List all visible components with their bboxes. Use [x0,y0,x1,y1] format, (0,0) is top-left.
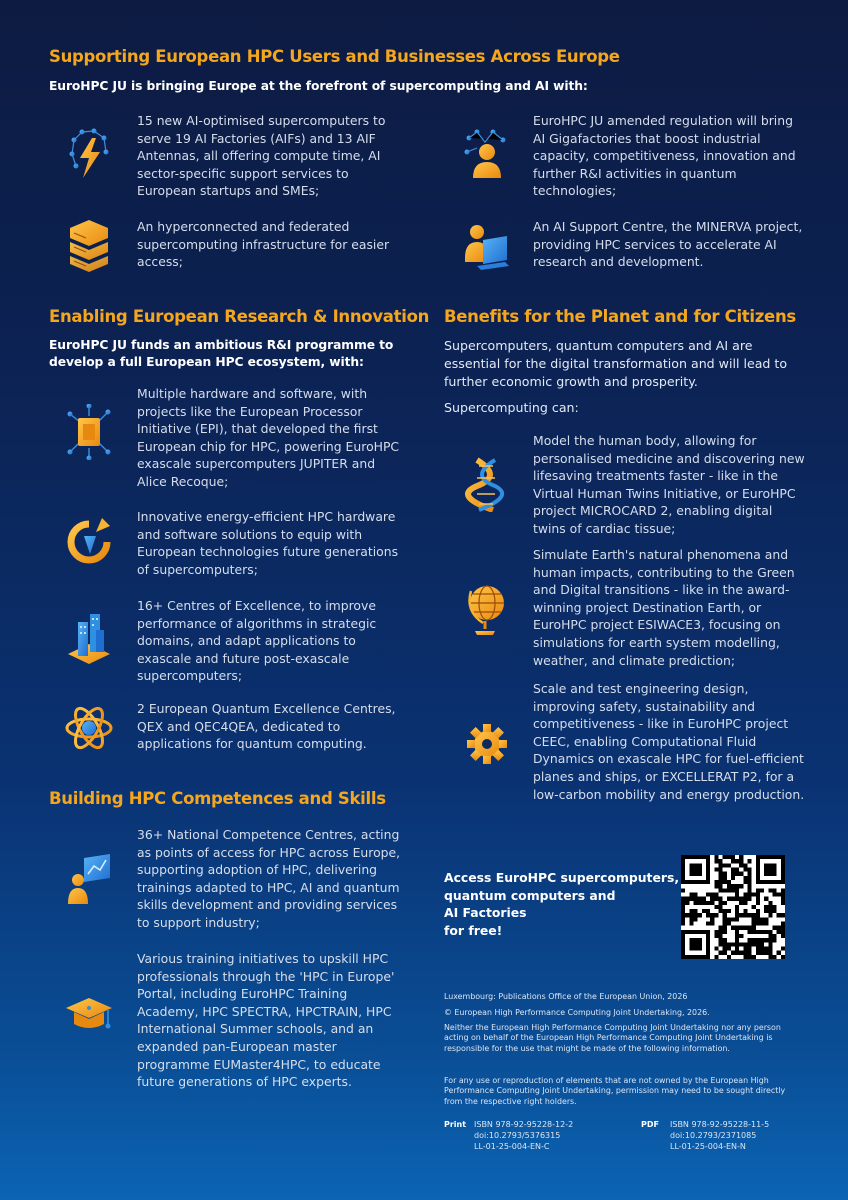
dna-icon [463,456,509,512]
chip-icon [66,404,112,460]
cta-line-1: Access EuroHPC supercomputers, [444,870,680,885]
globe-icon [463,581,509,637]
section1-intro: EuroHPC JU is bringing Europe at the forefront of supercomputing and AI with: [49,79,588,93]
section1-item-4-text: An AI Support Centre, the MINERVA project, providing HPC services to accelerate AI research and development. [533,219,803,270]
section2-item-3-text: 16+ Centres of Excellence, to improve performance of algorithms in strategic domains, and adapt applications to exascale and future post-exascale supercomputers; [137,598,377,684]
legal-copyright: © European High Performance Computing Joint Undertaking, 2026. [444,1008,710,1017]
section4-paragraph: Supercomputers, quantum computers and AI are essential for the digital transformation and will lead to further economic growth and prosperity. [444,338,788,389]
section4-item-1-text: Model the human body, allowing for personalised medicine and discovering new lifesaving treatments faster - like in the Virtual Human Twins Initiative, or EuroHPC project MICROCARD 2, enabling digital twins of cardiac tissue; [533,433,805,536]
print-code: LL-01-25-004-EN-C [474,1142,550,1151]
pdf-isbn-block [641,1119,659,1130]
cta-line-4: for free! [444,922,503,938]
legal-disclaimer: Neither the European High Performance Computing Joint Undertaking nor any person acting on behalf of the European High Performance Computing Joint Undertaking is responsible for the use that might be made of the following information. [444,1023,781,1053]
pdf-doi: doi:10.2793/2371085 [670,1131,757,1140]
pdf-isbn: ISBN 978-92-95228-11-5 [670,1120,770,1129]
print-isbn-details [474,1119,573,1152]
section1-item-3-text: EuroHPC JU amended regulation will bring AI Gigafactories that boost industrial capacity, competitiveness, innovation and further R&I activities in quantum technologies; [533,113,796,199]
laptop-user-icon [463,218,509,274]
section2-item-1-text: Multiple hardware and software, with projects like the European Processor Initiative (EPI), that developed the first European chip for HPC, powering EuroHPC exascale supercomputers JUPITER and Alice Recoque; [137,386,400,489]
legal-publisher: Luxembourg: Publications Office of the European Union, 2026 [444,992,688,1001]
energy-loop-icon [66,514,112,570]
presentation-icon [66,852,112,908]
buildings-icon [66,610,112,666]
print-isbn: ISBN 978-92-95228-12-2 [474,1120,574,1129]
section2-item-4-text: 2 European Quantum Excellence Centres, QEX and QEC4QEA, dedicated to applications for quantum computing. [137,701,396,752]
section3-title: Building HPC Competences and Skills [49,789,386,808]
section3-item-2-text: Various training initiatives to upskill HPC professionals through the 'HPC in Europe' Portal, including EuroHPC Training Academy, HPC SPECTRA, HPCTRAIN, HPC International Summer schools, and an expanded pan-European master programme EUMaster4HPC, to educate future generations of HPC experts. [137,951,395,1090]
section2-item-2-text: Innovative energy-efficient HPC hardware and software solutions to equip with European technologies future generations of supercomputers; [137,509,399,577]
section4-subheading: Supercomputing can: [444,400,579,415]
graduation-cap-icon [64,990,114,1046]
pdf-label: PDF [641,1120,659,1129]
section2-intro: EuroHPC JU funds an ambitious R&I programme to develop a full European HPC ecosystem, with: [49,338,394,369]
section1-title: Supporting European HPC Users and Businesses Across Europe [49,47,620,66]
section4-title: Benefits for the Planet and for Citizens [444,307,796,326]
legal-reproduction: For any use or reproduction of elements that are not owned by the European High Performance Computing Joint Undertaking, permission may need to be sought directly from the respective right holders. [444,1076,786,1106]
cta-line-3: AI Factories [444,905,527,920]
cta-line-2: quantum computers and [444,887,616,903]
print-doi: doi:10.2793/5376315 [474,1131,561,1140]
lightning-brain-icon [66,126,112,182]
section3-item-1-text: 36+ National Competence Centres, acting as points of access for HPC across Europe, supporting adoption of HPC, delivering trainings adapted to HPC, AI and quantum skills development and providing services to support industry; [137,827,401,930]
section1-item-2-text: An hyperconnected and federated supercomputing infrastructure for easier access; [137,219,390,270]
qr-code[interactable] [681,855,785,959]
cta-text [444,869,679,939]
print-isbn-block [444,1119,466,1130]
pdf-isbn-details [670,1119,769,1152]
section2-title: Enabling European Research & Innovation [49,307,430,326]
atom-icon [64,700,114,756]
section1-item-1-text: 15 new AI-optimised supercomputers to serve 19 AI Factories (AIFs) and 13 AIF Antennas, all offering compute time, AI sector-specific support services to European startups and SMEs; [137,113,386,199]
gear-icon [463,716,509,772]
network-user-icon [463,128,509,184]
section4-item-2-text: Simulate Earth's natural phenomena and human impacts, contributing to the Green and Digital transitions - like in the award-winning project Destination Earth, or EuroHPC project ESIWACE3, focusing on simulations for earth system modelling, weather, and climate prediction; [533,547,795,668]
print-label: Print [444,1120,467,1129]
server-stack-icon [66,218,112,274]
section4-item-3-text: Scale and test engineering design, improving safety, sustainability and competitiveness - like in EuroHPC project CEEC, enabling Computational Fluid Dynamics on exascale HPC for fuel-efficient planes and ships, or EXCELLERAT P2, for a low-carbon mobility and energy production. [533,681,805,802]
pdf-code: LL-01-25-004-EN-N [670,1142,746,1151]
